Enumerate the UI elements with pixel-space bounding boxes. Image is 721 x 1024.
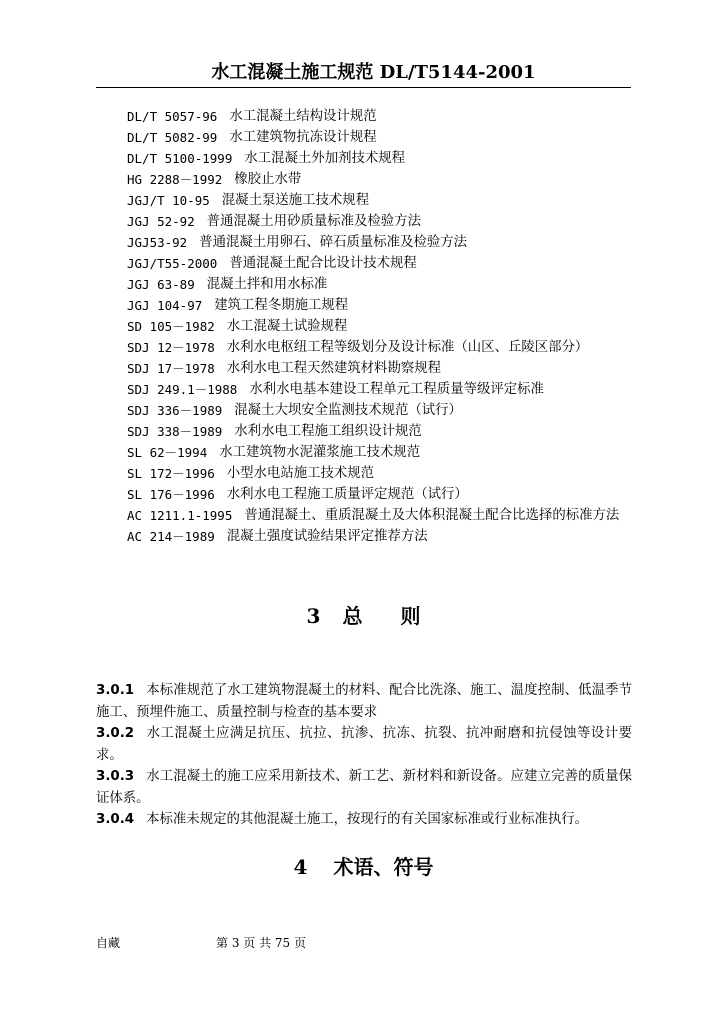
clause-text: 水工混凝土的施工应采用新技术、新工艺、新材料和新设备。应建立完善的质量保证体系。 (96, 769, 632, 806)
reference-title: 混凝土强度试验结果评定推荐方法 (226, 529, 428, 544)
reference-item (127, 127, 633, 148)
section-number: 4 (293, 855, 308, 879)
reference-title: 混凝土泵送施工技术规程 (221, 193, 370, 208)
reference-title: 水利水电枢纽工程等级划分及设计标准（山区、丘陵区部分） (226, 340, 589, 355)
reference-code: DL/T 5100-1999 (127, 151, 233, 166)
reference-code: HG 2288－1992 (127, 172, 223, 187)
reference-code: SL 62－1994 (127, 445, 208, 460)
reference-item (127, 358, 633, 379)
reference-title: 混凝土拌和用水标准 (206, 277, 328, 292)
reference-item (127, 316, 633, 337)
footer-owner: 自藏 (96, 936, 121, 950)
section-title-part: 则 (400, 604, 421, 628)
page-header-title: 水工混凝土施工规范 DL/T5144-2001 (211, 62, 536, 83)
reference-title: 普通混凝土用卵石、碎石质量标准及检验方法 (199, 235, 468, 250)
reference-title: 水利水电工程施工组织设计规范 (234, 424, 422, 439)
clause (96, 723, 632, 766)
clause-number: 3.0.1 (96, 683, 135, 698)
reference-code: SDJ 249.1－1988 (127, 382, 238, 397)
reference-title: 混凝土大坝安全监测技术规范（试行） (234, 403, 462, 418)
reference-title: 水利水电工程施工质量评定规范（试行） (226, 487, 468, 502)
clause-number: 3.0.3 (96, 769, 135, 784)
reference-code: SL 176－1996 (127, 487, 215, 502)
reference-title: 普通混凝土、重质混凝土及大体积混凝土配合比选择的标准方法 (244, 508, 620, 523)
reference-code: SD 105－1982 (127, 319, 215, 334)
reference-item (127, 526, 633, 547)
reference-code: JGJ 63-89 (127, 277, 195, 292)
footer-page-info: 第 3 页 共 75 页 (216, 936, 306, 950)
reference-code: DL/T 5082-99 (127, 130, 218, 145)
reference-title: 小型水电站施工技术规范 (226, 466, 375, 481)
clause-number: 3.0.2 (96, 726, 135, 741)
reference-item (127, 421, 633, 442)
reference-code: JGJ 52-92 (127, 214, 195, 229)
reference-code: SDJ 12－1978 (127, 340, 215, 355)
reference-title: 水工混凝土结构设计规范 (229, 109, 377, 124)
reference-item (127, 106, 633, 127)
reference-title: 水工混凝土试验规程 (226, 319, 348, 334)
reference-code: DL/T 5057-96 (127, 109, 218, 124)
reference-item (127, 505, 633, 526)
clause (96, 680, 632, 723)
reference-item (127, 190, 633, 211)
reference-title: 水工建筑物水泥灌浆施工技术规范 (219, 445, 421, 460)
reference-item (127, 253, 633, 274)
reference-title: 普通混凝土用砂质量标准及检验方法 (206, 214, 421, 229)
reference-item (127, 148, 633, 169)
reference-title: 建筑工程冬期施工规程 (214, 298, 349, 313)
reference-item (127, 295, 633, 316)
reference-item (127, 400, 633, 421)
section-4-heading (96, 853, 631, 881)
reference-code: SDJ 338－1989 (127, 424, 223, 439)
reference-title: 水工混凝土外加剂技术规程 (244, 151, 406, 166)
reference-item (127, 337, 633, 358)
reference-title: 水利水电工程天然建筑材料勘察规程 (226, 361, 442, 376)
reference-list (127, 106, 633, 547)
reference-code: AC 214－1989 (127, 529, 215, 544)
section-title-part: 总 (342, 604, 363, 628)
reference-code: SL 172－1996 (127, 466, 215, 481)
reference-item (127, 232, 633, 253)
reference-item (127, 169, 633, 190)
reference-title: 橡胶止水带 (234, 172, 302, 187)
reference-item (127, 211, 633, 232)
reference-item (127, 442, 633, 463)
page-header (96, 60, 631, 88)
reference-code: JGJ 104-97 (127, 298, 203, 313)
section-number: 3 (306, 604, 321, 628)
reference-code: SDJ 336－1989 (127, 403, 223, 418)
reference-title: 水工建筑物抗冻设计规程 (229, 130, 377, 145)
section-title: 术语、符号 (333, 855, 434, 879)
section-3-heading (96, 602, 631, 630)
clause-text: 本标准规范了水工建筑物混凝土的材料、配合比洗涤、施工、温度控制、低温季节施工、预埋件施工、质量控制与检查的基本要求 (96, 683, 632, 720)
clause-number: 3.0.4 (96, 812, 135, 827)
reference-code: JGJ/T55-2000 (127, 256, 218, 271)
clause (96, 809, 632, 831)
reference-item (127, 379, 633, 400)
page-footer (96, 935, 631, 951)
reference-code: AC 1211.1-1995 (127, 508, 233, 523)
general-clauses (96, 680, 632, 831)
clause (96, 766, 632, 809)
reference-code: SDJ 17－1978 (127, 361, 215, 376)
reference-item (127, 484, 633, 505)
reference-title: 水利水电基本建设工程单元工程质量等级评定标准 (249, 382, 544, 397)
reference-item (127, 274, 633, 295)
reference-title: 普通混凝土配合比设计技术规程 (229, 256, 417, 271)
reference-code: JGJ53-92 (127, 235, 188, 250)
reference-item (127, 463, 633, 484)
clause-text: 水工混凝土应满足抗压、抗拉、抗渗、抗冻、抗裂、抗冲耐磨和抗侵蚀等设计要求。 (96, 726, 632, 763)
clause-text: 本标准未规定的其他混凝土施工，按现行的有关国家标准或行业标准执行。 (146, 812, 589, 827)
reference-code: JGJ/T 10-95 (127, 193, 210, 208)
